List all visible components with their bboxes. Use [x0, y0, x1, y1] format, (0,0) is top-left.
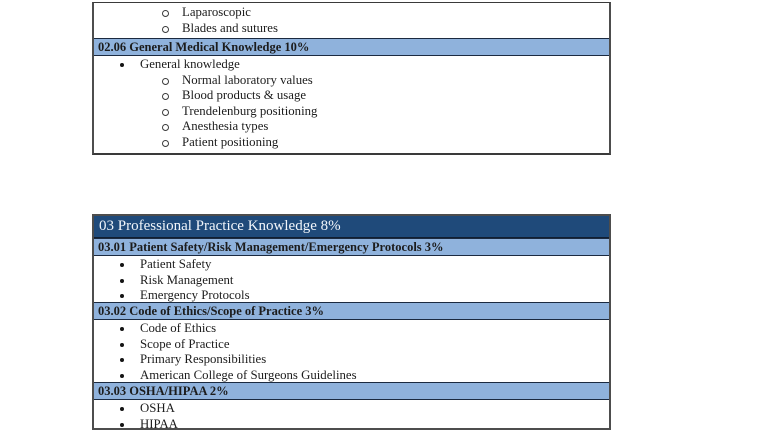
- bullet-item: [94, 321, 609, 337]
- bullet-item-label: Patient positioning: [182, 134, 279, 149]
- content-outline-table-02: [92, 2, 611, 155]
- dot-bullet-icon: [120, 63, 124, 67]
- bullet-item: [94, 337, 609, 353]
- bullet-item: [94, 73, 609, 89]
- bullet-item: [94, 401, 609, 417]
- bullet-item-label: Risk Management: [140, 272, 234, 287]
- bullet-item: [94, 104, 609, 120]
- table-row-carryover: [94, 3, 609, 38]
- circle-bullet-icon: [162, 124, 169, 131]
- bullet-item-label: Laparoscopic: [182, 5, 251, 19]
- circle-bullet-icon: [162, 10, 169, 17]
- bullet-item: [94, 288, 609, 304]
- bullet-item: [94, 119, 609, 135]
- bullet-item-label: HIPAA: [140, 416, 178, 431]
- bullet-item-label: Anesthesia types: [182, 119, 269, 134]
- bullet-item-label: Emergency Protocols: [140, 288, 250, 303]
- bullet-item: [94, 273, 609, 289]
- dot-bullet-icon: [120, 358, 124, 362]
- section-title-03: 03 Professional Practice Knowledge 8%: [94, 216, 609, 238]
- bullet-item-label: Primary Responsibilities: [140, 352, 267, 367]
- dot-bullet-icon: [120, 343, 124, 347]
- bullet-item-label: Patient Safety: [140, 257, 212, 271]
- bullet-item-label: Code of Ethics: [140, 321, 217, 335]
- bullet-item-label: Blood products & usage: [182, 88, 307, 103]
- section-header-03-03: 03.03 OSHA/HIPAA 2%: [94, 382, 609, 400]
- bullet-item: [94, 352, 609, 368]
- bullet-item: [94, 368, 609, 384]
- bullet-item-label: American College of Surgeons Guidelines: [140, 367, 357, 382]
- dot-bullet-icon: [120, 263, 124, 267]
- bullet-item: [94, 57, 609, 73]
- bullet-item: [94, 417, 609, 433]
- circle-bullet-icon: [162, 78, 169, 85]
- bullet-item-label: General knowledge: [140, 57, 240, 71]
- table-row-body: [94, 400, 609, 431]
- dot-bullet-icon: [120, 279, 124, 283]
- bullet-item-label: Scope of Practice: [140, 336, 230, 351]
- table-row-body: [94, 320, 609, 382]
- circle-bullet-icon: [162, 140, 169, 147]
- bullet-item: [94, 21, 609, 37]
- bullet-item-label: Blades and sutures: [182, 20, 278, 35]
- section-header-02-06: 02.06 General Medical Knowledge 10%: [94, 38, 609, 56]
- bullet-item-label: Normal laboratory values: [182, 72, 313, 87]
- bullet-item: [94, 5, 609, 21]
- bullet-item: [94, 257, 609, 273]
- dot-bullet-icon: [120, 294, 124, 298]
- circle-bullet-icon: [162, 26, 169, 33]
- table-row-body: [94, 256, 609, 302]
- bullet-item-label: OSHA: [140, 401, 175, 415]
- table-row-body: [94, 56, 609, 153]
- content-outline-table-03: [92, 214, 611, 430]
- bullet-item-label: Trendelenburg positioning: [182, 103, 318, 118]
- bullet-item: [94, 135, 609, 151]
- dot-bullet-icon: [120, 374, 124, 378]
- dot-bullet-icon: [120, 407, 124, 411]
- section-header-03-02: 03.02 Code of Ethics/Scope of Practice 3%: [94, 302, 609, 320]
- dot-bullet-icon: [120, 423, 124, 427]
- dot-bullet-icon: [120, 327, 124, 331]
- bullet-item: [94, 88, 609, 104]
- circle-bullet-icon: [162, 109, 169, 116]
- circle-bullet-icon: [162, 93, 169, 100]
- section-header-03-01: 03.01 Patient Safety/Risk Management/Emergency Protocols 3%: [94, 238, 609, 256]
